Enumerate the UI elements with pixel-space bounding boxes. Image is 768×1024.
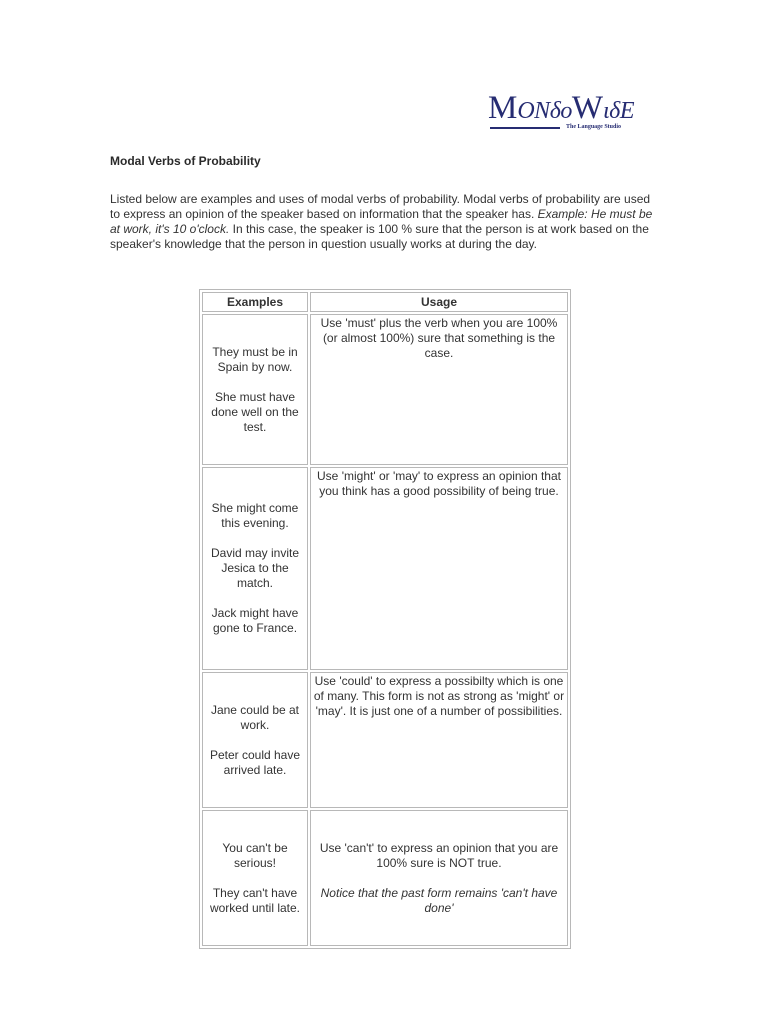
examples-cell [202, 314, 308, 465]
logo-wordmark: MONδοWιδE [488, 90, 634, 126]
usage-cell [310, 314, 568, 465]
usage-cell [310, 810, 568, 946]
column-header-usage: Usage [310, 292, 568, 312]
intro-example: Example: He must be at work, it's 10 o'clock. [110, 207, 653, 236]
intro-paragraph [110, 192, 658, 252]
usage-text: Use 'can't' to express an opinion that you are 100% sure is NOT true. [319, 840, 559, 870]
usage-cell [310, 672, 568, 808]
usage-text: Use 'must' plus the verb when you are 100% (or almost 100%) sure that something is the case. [320, 316, 558, 360]
example-sentence: She must have done well on the test. [211, 389, 299, 434]
logo-underline [490, 127, 560, 129]
column-header-examples: Examples [202, 292, 308, 312]
table-row-could [202, 672, 568, 808]
table-row-cant [202, 810, 568, 946]
usage-note: Notice that the past form remains 'can't have done' [320, 885, 558, 915]
example-sentence: She might come this evening. [211, 501, 299, 530]
logo-tagline: The Language Studio [566, 124, 622, 130]
table-row-might-may [202, 467, 568, 670]
example-sentence: They must be in Spain by now. [212, 344, 298, 374]
page-title: Modal Verbs of Probability [110, 154, 261, 168]
example-sentence: You can't be serious! [222, 840, 288, 870]
intro-text: Listed below are examples and uses of modal verbs of probability. Modal verbs of probability are used to express an opinion of the speaker based on information that the speaker has. [110, 192, 651, 221]
example-sentence: They can't have worked until late. [209, 885, 301, 915]
examples-cell [202, 467, 308, 670]
usage-text: Use 'might' or 'may' to express an opinion that you think has a good possibility of being true. [317, 469, 561, 498]
examples-cell [202, 672, 308, 808]
usage-text: Use 'could' to express a possibilty which is one of many. This form is not as strong as 'might' or 'may'. It is just one of a number of possibilities. [313, 674, 565, 718]
mondowide-logo [488, 92, 656, 138]
example-sentence: Jane could be at work. [210, 702, 300, 732]
example-sentence: David may invite Jesica to the match. [210, 546, 300, 590]
intro-text-continued: In this case, the speaker is 100 % sure that the person is at work based on the speaker's knowledge that the person in question usually works at during the day. [110, 222, 649, 251]
table-row-must [202, 314, 568, 465]
example-sentence: Peter could have arrived late. [209, 747, 301, 777]
modal-verbs-table [199, 289, 571, 949]
table-header-row [202, 292, 568, 312]
usage-cell [310, 467, 568, 670]
example-sentence: Jack might have gone to France. [211, 606, 299, 635]
examples-cell [202, 810, 308, 946]
